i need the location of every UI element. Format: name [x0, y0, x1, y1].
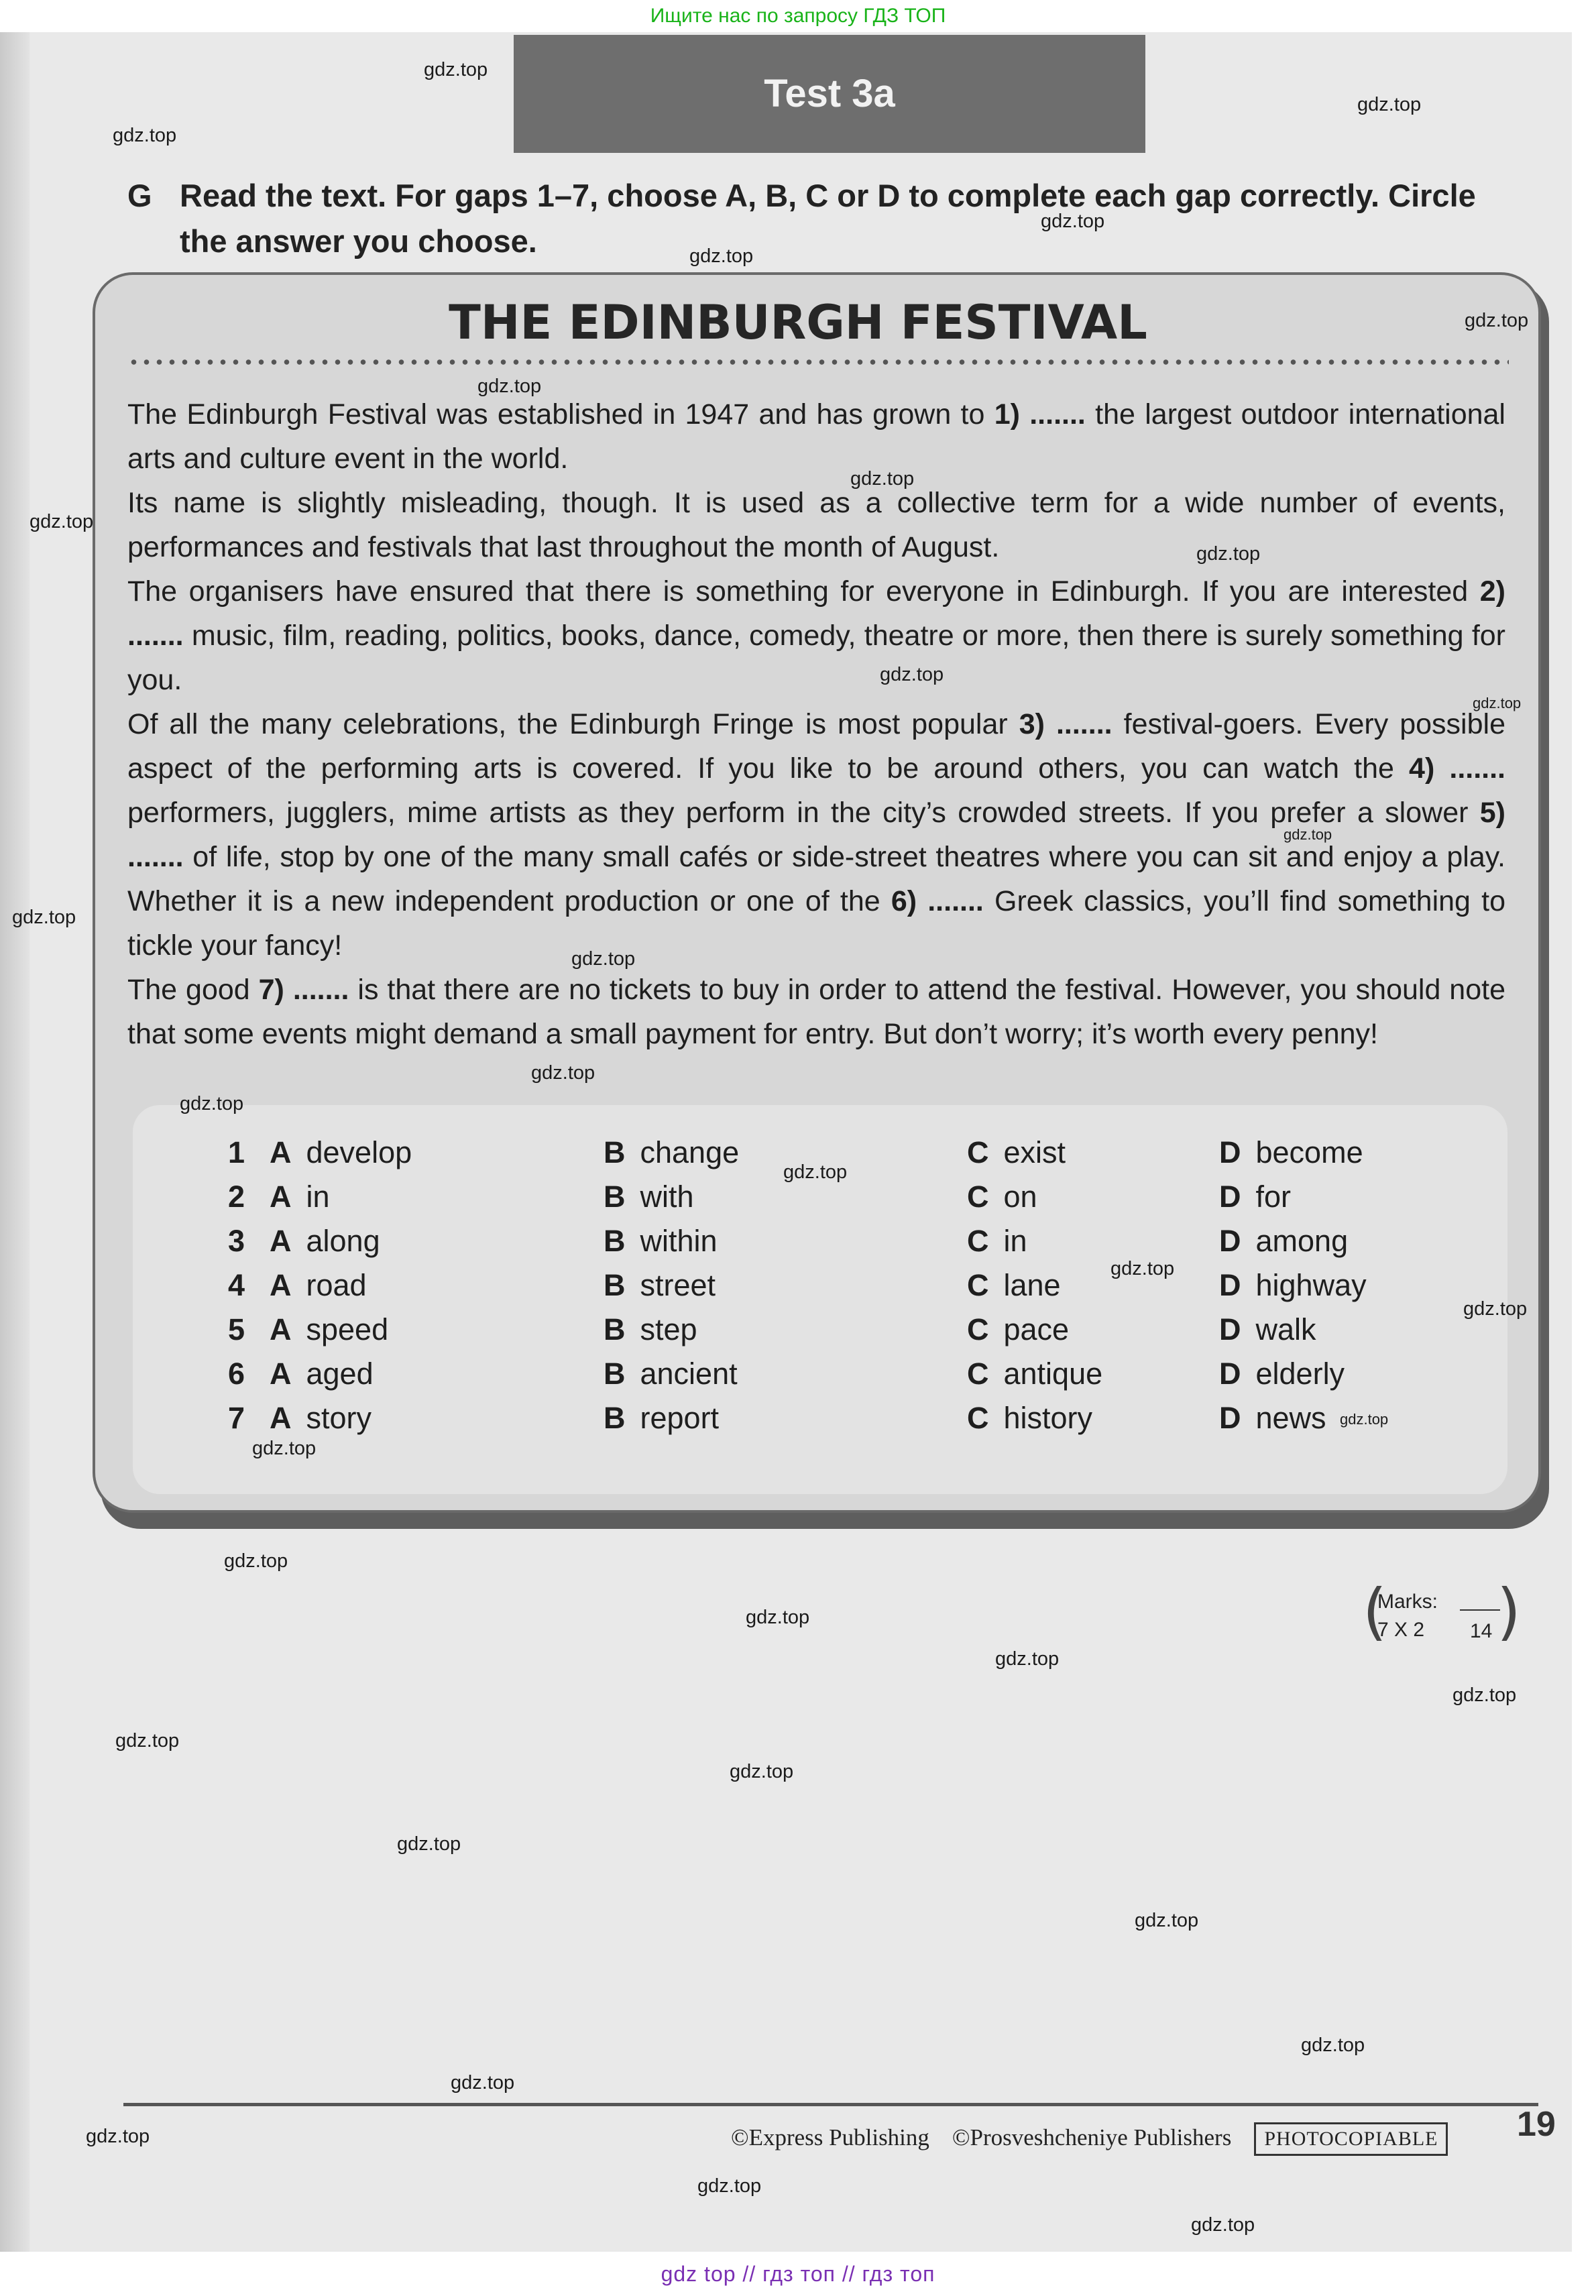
- option-1-a[interactable]: [270, 1131, 412, 1175]
- option-3-c[interactable]: [967, 1219, 1027, 1263]
- option-text: story: [306, 1401, 372, 1435]
- gap-6: 6) .......: [891, 885, 984, 917]
- passage-paragraph-3: [127, 569, 1505, 702]
- option-5-b[interactable]: [604, 1308, 697, 1352]
- footer-express: ©Express Publishing: [731, 2124, 929, 2150]
- option-5-d[interactable]: [1219, 1308, 1316, 1352]
- watermark: gdz.top: [746, 1607, 810, 1628]
- instruction-text: Read the text. For gaps 1–7, choose A, B, C or D to complete each gap correctly. Circle the answer you choose.: [180, 178, 1476, 259]
- option-3-a[interactable]: [270, 1219, 380, 1263]
- passage: [127, 392, 1505, 1056]
- watermark: gdz.top: [1473, 695, 1522, 711]
- watermark: gdz.top: [252, 1438, 317, 1459]
- footer-prosv: ©Prosveshcheniye Publishers: [952, 2124, 1232, 2150]
- option-text: street: [640, 1268, 716, 1302]
- option-number: 7: [228, 1401, 245, 1435]
- option-text: ancient: [640, 1357, 738, 1391]
- option-letter: C: [967, 1224, 989, 1258]
- watermark: gdz.top: [531, 1062, 595, 1084]
- option-letter: C: [967, 1135, 989, 1169]
- text-span: The Edinburgh Festival was established in 1947 and has grown to: [127, 398, 994, 431]
- option-4-b[interactable]: [604, 1263, 716, 1308]
- marks-score-line: [1460, 1609, 1500, 1611]
- dotted-divider: [127, 358, 1509, 366]
- paren-left-icon: (: [1363, 1576, 1387, 1648]
- gap-1: 1) .......: [994, 398, 1086, 431]
- option-letter: B: [604, 1357, 626, 1391]
- gap-3: 3) .......: [1019, 708, 1113, 740]
- option-number: 5: [228, 1312, 245, 1346]
- option-text: elderly: [1255, 1357, 1345, 1391]
- option-number: 4: [228, 1268, 245, 1302]
- option-1-b[interactable]: [604, 1131, 739, 1175]
- option-text: in: [1003, 1224, 1027, 1258]
- option-text: for: [1255, 1180, 1292, 1214]
- watermark: gdz.top: [1110, 1258, 1175, 1279]
- paren-right-icon: ): [1497, 1576, 1521, 1648]
- instruction: [127, 173, 1509, 264]
- watermark: gdz.top: [1191, 2214, 1255, 2236]
- option-text: pace: [1003, 1312, 1070, 1346]
- watermark: gdz.top: [689, 245, 754, 267]
- gap-2: 2) .......: [127, 575, 1505, 652]
- option-text: change: [640, 1135, 740, 1169]
- option-4-c[interactable]: [967, 1263, 1061, 1308]
- marks-total: 14: [1470, 1620, 1493, 1642]
- watermark: gdz.top: [571, 948, 636, 970]
- option-text: walk: [1255, 1312, 1316, 1346]
- option-text: news: [1255, 1401, 1326, 1435]
- marks-calc: 7 X 2: [1377, 1619, 1425, 1641]
- option-text: with: [640, 1180, 694, 1214]
- gap-4: 4) .......: [1409, 752, 1506, 785]
- watermark: gdz.top: [1452, 1684, 1517, 1706]
- watermark: gdz.top: [180, 1093, 244, 1114]
- text-span: Of all the many celebrations, the Edinburgh Fringe is most popular: [127, 708, 1019, 740]
- option-text: step: [640, 1312, 697, 1346]
- text-span: The organisers have ensured that there is something for everyone in Edinburgh. If you are interested: [127, 575, 1480, 608]
- test-title: Test 3a: [514, 35, 1145, 153]
- option-letter: D: [1219, 1312, 1241, 1346]
- option-letter: A: [270, 1268, 292, 1302]
- option-letter: C: [967, 1357, 989, 1391]
- option-text: in: [306, 1180, 330, 1214]
- marks-label: Marks:: [1377, 1591, 1438, 1613]
- option-text: along: [306, 1224, 380, 1258]
- option-4-a[interactable]: [270, 1263, 367, 1308]
- option-7-d[interactable]: [1219, 1396, 1326, 1440]
- marks-box: [1363, 1576, 1524, 1650]
- option-letter: B: [604, 1224, 626, 1258]
- watermark: gdz.top: [397, 1833, 461, 1855]
- option-letter: C: [967, 1268, 989, 1302]
- option-2-b[interactable]: [604, 1175, 694, 1219]
- option-text: develop: [306, 1135, 412, 1169]
- option-row-6: [0, 1352, 1596, 1396]
- option-7-b[interactable]: [604, 1396, 719, 1440]
- watermark: gdz.top: [86, 2126, 150, 2147]
- text-span: of life, stop by one of the many small cafés or side-street theatres where you can sit and enjoy a play. Whether it is a new independent production or one of the: [127, 841, 1505, 917]
- option-letter: B: [604, 1268, 626, 1302]
- option-6-c[interactable]: [967, 1352, 1102, 1396]
- text-span: is that there are no tickets to buy in order to attend the festival. However, you should note that some events might demand a small payment for entry. But don’t worry; it’s worth every penny!: [127, 974, 1505, 1050]
- option-letter: D: [1219, 1268, 1241, 1302]
- watermark: gdz.top: [697, 2175, 762, 2197]
- option-2-c[interactable]: [967, 1175, 1037, 1219]
- option-letter: D: [1219, 1135, 1241, 1169]
- gap-7: 7) .......: [258, 974, 349, 1006]
- option-letter: D: [1219, 1401, 1241, 1435]
- option-text: among: [1255, 1224, 1349, 1258]
- page-number: 19: [1517, 2105, 1556, 2144]
- watermark: gdz.top: [1041, 211, 1105, 232]
- option-letter: D: [1219, 1180, 1241, 1214]
- watermark: gdz.top: [113, 125, 177, 146]
- option-letter: A: [270, 1401, 292, 1435]
- option-7-c[interactable]: [967, 1396, 1092, 1440]
- option-7-a[interactable]: [270, 1396, 372, 1440]
- passage-title: THE EDINBURGH FESTIVAL: [449, 295, 1147, 350]
- option-6-d[interactable]: [1219, 1352, 1345, 1396]
- watermark: gdz.top: [880, 664, 944, 685]
- option-letter: B: [604, 1180, 626, 1214]
- option-letter: D: [1219, 1224, 1241, 1258]
- watermark: gdz.top: [1135, 1910, 1199, 1931]
- bottom-banner[interactable]: gdz top // гдз топ // гдз топ: [661, 2262, 935, 2286]
- option-5-c[interactable]: [967, 1308, 1069, 1352]
- option-letter: A: [270, 1180, 292, 1214]
- watermark: gdz.top: [1301, 2034, 1365, 2056]
- passage-paragraph-5: [127, 968, 1505, 1056]
- watermark: gdz.top: [1284, 826, 1332, 843]
- watermark: gdz.top: [115, 1730, 180, 1752]
- option-text: exist: [1003, 1135, 1066, 1169]
- gap-5: 5) .......: [127, 797, 1505, 873]
- option-5-a[interactable]: [270, 1308, 388, 1352]
- text-span: performers, jugglers, mime artists as they perform in the city’s crowded streets. If you prefer a slower: [127, 797, 1480, 829]
- top-banner[interactable]: Ищите нас по запросу ГДЗ ТОП: [650, 5, 946, 27]
- option-2-a[interactable]: [270, 1175, 330, 1219]
- option-row-4: [0, 1263, 1596, 1308]
- option-letter: C: [967, 1180, 989, 1214]
- watermark: gdz.top: [1463, 1298, 1528, 1320]
- watermark: gdz.top: [1196, 543, 1261, 565]
- option-1-d[interactable]: [1219, 1131, 1363, 1175]
- option-row-3: [0, 1219, 1596, 1263]
- text-span: The good: [127, 974, 259, 1006]
- footer: [731, 2119, 1471, 2157]
- watermark: gdz.top: [995, 1648, 1060, 1670]
- option-1-c[interactable]: [967, 1131, 1066, 1175]
- option-text: highway: [1255, 1268, 1367, 1302]
- watermark: gdz.top: [477, 376, 542, 397]
- text-span: music, film, reading, politics, books, dance, comedy, theatre or more, then there is surely something for you.: [127, 620, 1505, 696]
- option-text: road: [306, 1268, 367, 1302]
- text-span: Greek classics, you’ll find something to tickle your fancy!: [127, 885, 1505, 962]
- watermark: gdz.top: [12, 907, 76, 928]
- option-letter: A: [270, 1357, 292, 1391]
- watermark: gdz.top: [730, 1761, 794, 1782]
- option-letter: A: [270, 1135, 292, 1169]
- watermark: gdz.top: [850, 468, 915, 490]
- option-6-b[interactable]: [604, 1352, 738, 1396]
- watermark: gdz.top: [424, 59, 488, 80]
- option-6-a[interactable]: [270, 1352, 374, 1396]
- option-letter: C: [967, 1401, 989, 1435]
- option-letter: B: [604, 1312, 626, 1346]
- watermark: gdz.top: [1465, 310, 1529, 331]
- option-text: lane: [1003, 1268, 1061, 1302]
- option-text: within: [640, 1224, 718, 1258]
- watermark: gdz.top: [1357, 94, 1422, 115]
- passage-paragraph-1: [127, 392, 1505, 481]
- option-letter: B: [604, 1135, 626, 1169]
- option-letter: D: [1219, 1357, 1241, 1391]
- option-3-d[interactable]: [1219, 1219, 1348, 1263]
- text-span: festival-goers. Every possible aspect of the performing arts is covered. If you like to be around others, you can watch the: [127, 708, 1505, 785]
- option-text: antique: [1003, 1357, 1103, 1391]
- option-letter: B: [604, 1401, 626, 1435]
- option-number: 6: [228, 1357, 245, 1391]
- option-number: 2: [228, 1180, 245, 1214]
- option-text: on: [1003, 1180, 1037, 1214]
- option-text: become: [1255, 1135, 1363, 1169]
- watermark: gdz.top: [783, 1161, 848, 1183]
- option-number: 1: [228, 1135, 245, 1169]
- option-text: report: [640, 1401, 720, 1435]
- option-letter: C: [967, 1312, 989, 1346]
- option-text: history: [1003, 1401, 1093, 1435]
- option-letter: A: [270, 1224, 292, 1258]
- watermark: gdz.top: [30, 511, 94, 532]
- option-2-d[interactable]: [1219, 1175, 1291, 1219]
- option-number: 3: [228, 1224, 245, 1258]
- watermark: gdz.top: [451, 2072, 515, 2093]
- exercise-letter: G: [127, 178, 152, 213]
- text-span: the largest outdoor international arts and culture event in the world.: [127, 398, 1505, 475]
- option-text: speed: [306, 1312, 389, 1346]
- option-letter: A: [270, 1312, 292, 1346]
- photocopiable-badge: PHOTOCOPIABLE: [1254, 2122, 1448, 2156]
- option-3-b[interactable]: [604, 1219, 718, 1263]
- watermark: gdz.top: [224, 1550, 288, 1572]
- option-4-d[interactable]: [1219, 1263, 1367, 1308]
- option-text: aged: [306, 1357, 374, 1391]
- footer-rule: [123, 2103, 1538, 2106]
- option-row-5: [0, 1308, 1596, 1352]
- passage-paragraph-2: Its name is slightly misleading, though. It is used as a collective term for a wide number of events, performances and festivals that last throughout the month of August.: [127, 487, 1505, 563]
- watermark: gdz.top: [1340, 1411, 1389, 1428]
